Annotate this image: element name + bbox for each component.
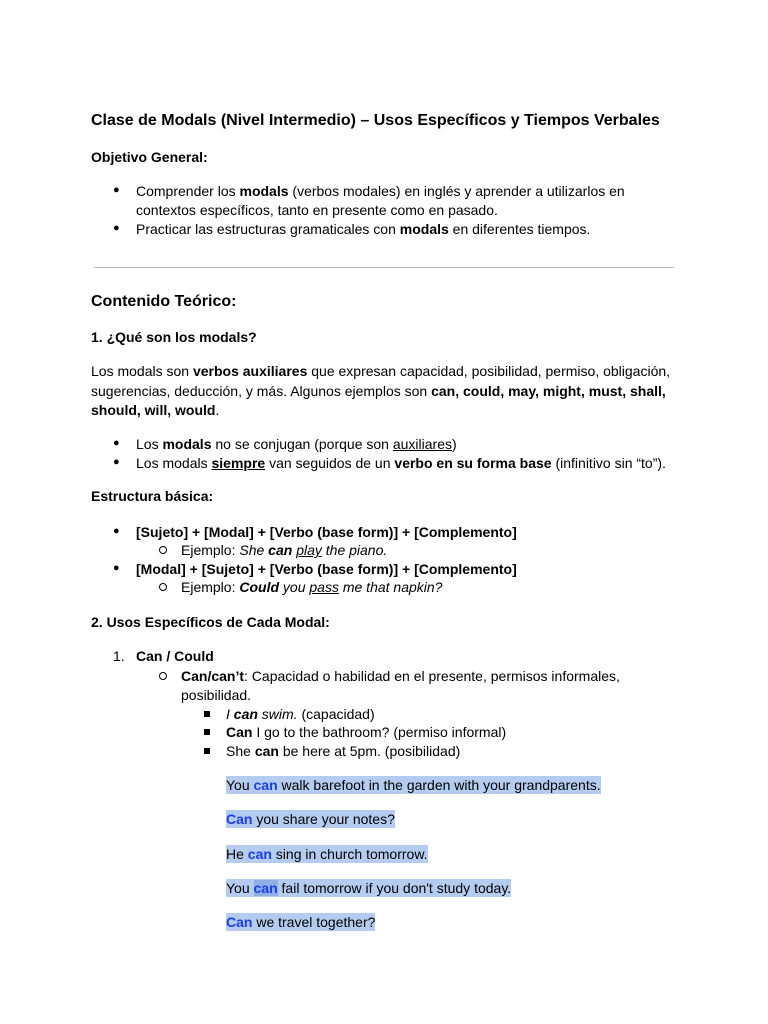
usos-heading: 2. Usos Específicos de Cada Modal: <box>91 614 330 630</box>
square-bullet-icon <box>204 711 210 717</box>
circle-bullet-icon <box>159 546 167 554</box>
list-number: 1. <box>113 648 125 664</box>
can-cant-definition-cont: posibilidad. <box>181 687 252 703</box>
content-heading: Contenido Teórico: <box>91 293 237 310</box>
objective-heading: Objetivo General: <box>91 149 208 165</box>
example-permission: Can I go to the bathroom? (permiso informal) <box>226 724 507 740</box>
structure-formula-1: [Sujeto] + [Modal] + [Verbo (base form)] + [Complemento] <box>136 524 517 540</box>
content-bullet-2: Los modals siempre van seguidos de un verbo en su forma base (infinitivo sin “to”). <box>136 455 666 471</box>
structure-example-1: Ejemplo: She can play the piano. <box>181 542 388 558</box>
square-bullet-icon <box>204 729 210 735</box>
square-bullet-icon <box>204 748 210 754</box>
paragraph-line-3: should, will, would. <box>91 402 220 418</box>
example-capacity: I can swim. (capacidad) <box>226 706 375 722</box>
bullet-icon: ● <box>113 184 120 196</box>
highlighted-sentence-1: You can walk barefoot in the garden with your grandparents. <box>226 777 601 793</box>
can-cant-definition: Can/can’t: Capacidad o habilidad en el presente, permisos informales, <box>181 668 620 684</box>
objective-bullet-1: Comprender los modals (verbos modales) en inglés y aprender a utilizarlos en <box>136 183 625 199</box>
highlighted-sentence-5: Can we travel together? <box>226 914 376 930</box>
objective-bullet-2: Practicar las estructuras gramaticales con modals en diferentes tiempos. <box>136 221 591 237</box>
highlighted-sentence-3: He can sing in church tomorrow. <box>226 846 428 862</box>
structure-formula-2: [Modal] + [Sujeto] + [Verbo (base form)] + [Complemento] <box>136 561 517 577</box>
bullet-icon: ● <box>113 562 120 574</box>
circle-bullet-icon <box>159 672 167 680</box>
example-possibility: She can be here at 5pm. (posibilidad) <box>226 743 461 759</box>
highlighted-sentence-4: You can fail tomorrow if you don't study today. <box>226 880 512 896</box>
question-1-heading: 1. ¿Qué son los modals? <box>91 329 257 345</box>
content-bullet-1: Los modals no se conjugan (porque son auxiliares) <box>136 436 457 452</box>
bullet-icon: ● <box>113 437 120 449</box>
objective-bullet-1-cont: contextos específicos, tanto en presente como en pasado. <box>136 202 498 218</box>
highlighted-sentence-2: Can you share your notes? <box>226 811 395 827</box>
circle-bullet-icon <box>159 583 167 591</box>
horizontal-divider <box>94 267 674 268</box>
structure-heading: Estructura básica: <box>91 488 214 504</box>
bullet-icon: ● <box>113 222 120 234</box>
document-title: Clase de Modals (Nivel Intermedio) – Usos Específicos y Tiempos Verbales <box>91 112 660 129</box>
structure-example-2: Ejemplo: Could you pass me that napkin? <box>181 579 443 595</box>
modal-can-could-label: Can / Could <box>136 648 214 664</box>
bullet-icon: ● <box>113 525 120 537</box>
bullet-icon: ● <box>113 456 120 468</box>
paragraph-line-2: sugerencias, deducción, y más. Algunos ejemplos son can, could, may, might, must, shall, <box>91 383 666 399</box>
paragraph-line-1: Los modals son verbos auxiliares que expresan capacidad, posibilidad, permiso, obligación, <box>91 363 671 379</box>
